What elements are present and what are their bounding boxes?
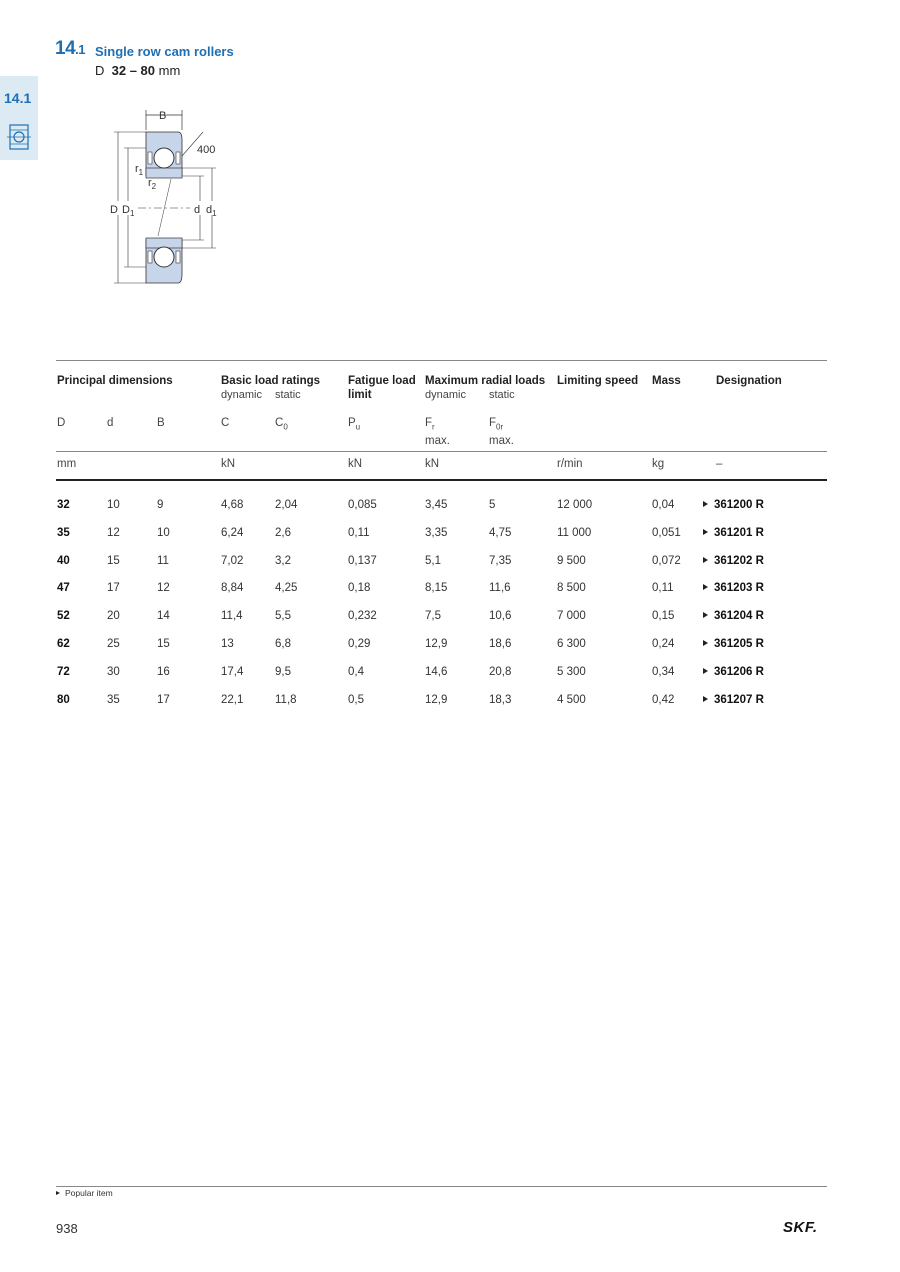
cell-mass: 0,072 xyxy=(652,554,681,567)
footer-rule xyxy=(56,1186,827,1187)
symbol-Pu: $P_u$ xyxy=(348,417,361,432)
cell-c0: 3,2 xyxy=(275,554,291,567)
bearing-icon xyxy=(7,123,31,151)
cell-b: 9 xyxy=(157,499,164,511)
label-D: D xyxy=(110,204,118,216)
cell-mass: 0,11 xyxy=(652,582,674,595)
cell-pu: 0,18 xyxy=(348,582,371,595)
cell-f0r: 10,6 xyxy=(489,610,512,623)
unit-designation: – xyxy=(716,458,723,470)
cell-b: 12 xyxy=(157,582,170,595)
cell-designation[interactable]: 361205 R xyxy=(703,638,764,650)
cell-d: 12 xyxy=(107,526,120,539)
cell-c0: 4,25 xyxy=(275,582,298,595)
popular-item-icon xyxy=(703,529,708,535)
symbol-C: C xyxy=(221,417,230,429)
cell-fr: 5,1 xyxy=(425,554,441,567)
cell-f0r: 4,75 xyxy=(489,526,512,539)
header-max-static: static xyxy=(489,389,515,401)
cell-d: 15 xyxy=(107,554,120,567)
header-limiting-speed: Limiting speed xyxy=(557,375,639,387)
label-D1: $D_1$ xyxy=(122,204,135,218)
symbol-B: B xyxy=(157,417,165,429)
cell-d: 40 xyxy=(57,554,70,567)
cell-b: 16 xyxy=(157,665,170,678)
chapter-tab-label: 14.1 xyxy=(4,90,32,106)
cell-b: 15 xyxy=(157,638,170,650)
cell-f0r: 18,3 xyxy=(489,693,512,706)
cell-f0r: 20,8 xyxy=(489,665,512,678)
popular-item-icon xyxy=(56,1191,60,1195)
cell-pu: 0,11 xyxy=(348,526,370,539)
popular-item-icon xyxy=(703,557,708,563)
cell-d: 25 xyxy=(107,638,120,650)
unit-rpm: r/min xyxy=(557,458,583,470)
cell-designation[interactable]: 361200 R xyxy=(703,499,764,511)
label-r1: $r_1$ xyxy=(135,163,144,177)
cell-mass: 0,051 xyxy=(652,526,681,539)
unit-kN-fatigue: kN xyxy=(348,458,363,470)
cell-d: 47 xyxy=(57,582,70,595)
cell-mass: 0,15 xyxy=(652,610,675,623)
cell-c0: 9,5 xyxy=(275,665,291,678)
popular-item-icon xyxy=(703,612,708,618)
header-designation: Designation xyxy=(716,375,782,387)
cell-mass: 0,42 xyxy=(652,693,675,706)
cell-c0: 11,8 xyxy=(275,693,297,706)
cell-d: 35 xyxy=(107,693,120,706)
page-number: 938 xyxy=(56,1221,78,1236)
cell-b: 17 xyxy=(157,693,170,706)
cell-speed: 11 000 xyxy=(557,526,592,539)
symbol-d: d xyxy=(107,417,114,429)
label-d1: $d_1$ xyxy=(206,204,217,218)
symbol-D: D xyxy=(57,417,66,429)
cell-speed: 4 500 xyxy=(557,693,586,706)
cell-c: 8,84 xyxy=(221,582,244,595)
header-fatigue: Fatigue load xyxy=(348,375,416,387)
cell-c0: 6,8 xyxy=(275,638,291,650)
cell-mass: 0,04 xyxy=(652,499,675,511)
cell-c: 6,24 xyxy=(221,526,244,539)
table-header-rule xyxy=(56,479,827,481)
popular-item-icon xyxy=(703,668,708,674)
cell-pu: 0,232 xyxy=(348,610,377,623)
cell-speed: 7 000 xyxy=(557,610,586,623)
cell-pu: 0,5 xyxy=(348,693,364,706)
cell-designation[interactable]: 361202 R xyxy=(703,555,764,567)
dimension-range: D 32 – 80 mm xyxy=(95,63,181,78)
cell-b: 11 xyxy=(157,554,169,567)
skf-logo: SKF. xyxy=(783,1219,818,1236)
symbol-F0r: $F_{0r}$ max. xyxy=(489,417,514,448)
header-max-dynamic: dynamic xyxy=(425,389,466,401)
label-B: B xyxy=(159,110,167,122)
cell-d: 32 xyxy=(57,499,70,511)
table-units-rule xyxy=(56,451,827,452)
cell-designation[interactable]: 361206 R xyxy=(703,666,764,678)
cell-fr: 3,45 xyxy=(425,499,448,511)
popular-item-icon xyxy=(703,584,708,590)
label-d: d xyxy=(194,204,201,216)
cell-fr: 12,9 xyxy=(425,638,448,650)
popular-item-icon xyxy=(703,501,708,507)
cell-designation[interactable]: 361207 R xyxy=(703,694,764,706)
chapter-tab[interactable] xyxy=(0,76,38,160)
label-r2: $r_2$ xyxy=(148,177,157,191)
cell-c: 13 xyxy=(221,638,234,650)
unit-kN-radial: kN xyxy=(425,458,440,470)
cell-fr: 7,5 xyxy=(425,610,441,623)
cell-c: 17,4 xyxy=(221,665,244,678)
cell-d: 80 xyxy=(57,693,70,706)
cell-pu: 0,29 xyxy=(348,638,371,650)
cell-designation[interactable]: 361204 R xyxy=(703,610,764,622)
cell-speed: 8 500 xyxy=(557,582,586,595)
table-top-rule xyxy=(56,360,827,361)
header-mass: Mass xyxy=(652,375,681,387)
cell-speed: 5 300 xyxy=(557,665,586,678)
unit-kg: kg xyxy=(652,458,665,470)
cell-mass: 0,24 xyxy=(652,638,675,650)
cell-d: 30 xyxy=(107,665,120,678)
unit-mm: mm xyxy=(57,458,77,470)
cell-speed: 9 500 xyxy=(557,554,586,567)
header-principal-dimensions: Principal dimensions xyxy=(57,375,173,387)
label-400: 400 xyxy=(197,144,216,156)
unit-kN-ratings: kN xyxy=(221,458,236,470)
cell-c0: 2,6 xyxy=(275,526,291,539)
cell-d: 17 xyxy=(107,582,120,595)
popular-item-note: Popular item xyxy=(56,1188,113,1198)
header-basic-dynamic: dynamic xyxy=(221,389,262,401)
cell-c: 4,68 xyxy=(221,499,244,511)
cell-pu: 0,4 xyxy=(348,665,364,678)
header-basic-load-ratings: Basic load ratings xyxy=(221,375,321,387)
cell-designation[interactable]: 361203 R xyxy=(703,582,764,594)
cell-fr: 14,6 xyxy=(425,665,448,678)
header-fatigue-limit: limit xyxy=(348,389,372,401)
cell-b: 10 xyxy=(157,526,170,539)
section-number: 14.1 xyxy=(55,38,85,59)
header-basic-static: static xyxy=(275,389,301,401)
cell-mass: 0,34 xyxy=(652,665,675,678)
cell-pu: 0,085 xyxy=(348,499,377,511)
cell-fr: 12,9 xyxy=(425,693,448,706)
cell-d: 20 xyxy=(107,610,120,623)
cell-d: 52 xyxy=(57,610,70,623)
cell-c0: 5,5 xyxy=(275,610,291,623)
cell-f0r: 11,6 xyxy=(489,582,511,595)
cell-designation[interactable]: 361201 R xyxy=(703,527,764,539)
symbol-Fr: $F_r$ max. xyxy=(425,417,450,448)
cam-roller-drawing xyxy=(108,104,248,290)
cell-d: 72 xyxy=(57,665,70,678)
section-title: Single row cam rollers xyxy=(95,44,234,59)
cell-c: 11,4 xyxy=(221,610,243,623)
cell-pu: 0,137 xyxy=(348,554,377,567)
cell-speed: 12 000 xyxy=(557,499,593,511)
cell-f0r: 7,35 xyxy=(489,554,512,567)
cell-c: 22,1 xyxy=(221,693,244,706)
cell-b: 14 xyxy=(157,610,170,623)
cell-f0r: 5 xyxy=(489,499,496,511)
cell-c: 7,02 xyxy=(221,554,244,567)
cell-fr: 8,15 xyxy=(425,582,448,595)
cell-f0r: 18,6 xyxy=(489,638,512,650)
cell-d: 10 xyxy=(107,499,120,511)
cell-d: 62 xyxy=(57,638,70,650)
cell-c0: 2,04 xyxy=(275,499,298,511)
cell-speed: 6 300 xyxy=(557,638,586,650)
header-max-radial: Maximum radial loads xyxy=(425,375,546,387)
cell-d: 35 xyxy=(57,526,70,539)
popular-item-icon xyxy=(703,640,708,646)
popular-item-icon xyxy=(703,696,708,702)
cell-fr: 3,35 xyxy=(425,526,448,539)
symbol-C0: $C_0$ xyxy=(275,417,288,432)
